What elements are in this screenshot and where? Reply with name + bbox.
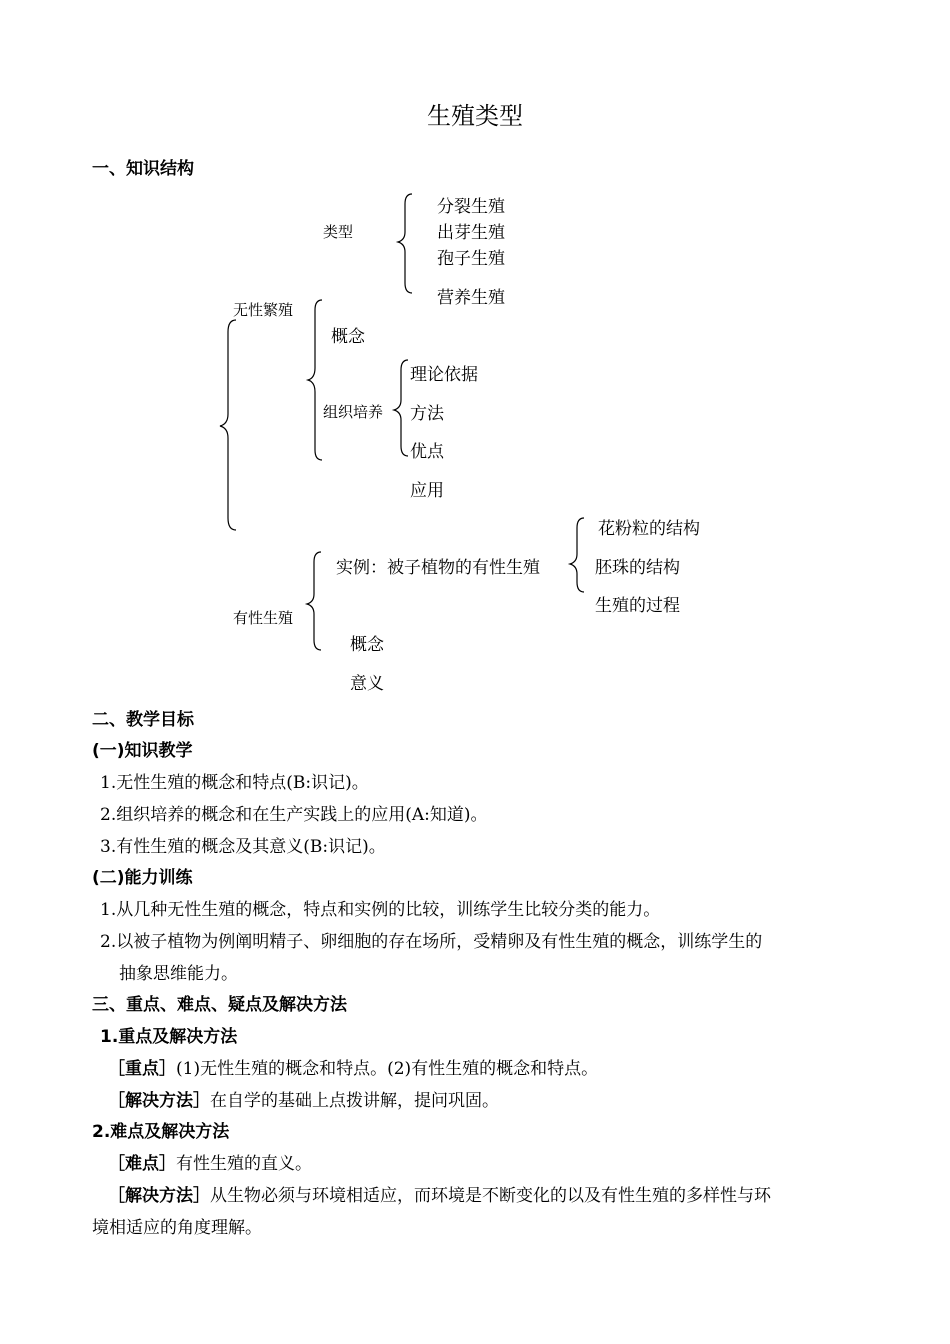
section-3-heading: 三、重点、难点、疑点及解决方法 [92, 995, 347, 1015]
difficulty-text: 有性生殖的直义。 [176, 1154, 312, 1174]
knowledge-item: 2.组织培养的概念和在生产实践上的应用(A:知道)。 [100, 805, 488, 825]
solution2-cont: 境相适应的角度理解。 [92, 1218, 262, 1238]
ability-item: 2.以被子植物为例阐明精子、卵细胞的存在场所，受精卵及有性生殖的概念，训练学生的 [100, 932, 763, 952]
difficulty-tag: ［难点］ [108, 1154, 176, 1174]
key-tag: ［重点］ [108, 1059, 176, 1079]
section-1-heading: 一、知识结构 [92, 159, 194, 179]
tree-tissue-label: 组织培养 [323, 403, 384, 421]
tree-concept: 概念 [331, 327, 365, 347]
solution2-line [108, 1181, 771, 1206]
keypoint-line [108, 1054, 598, 1079]
brace-example [570, 518, 584, 592]
tree-type-item: 营养生殖 [437, 288, 505, 308]
page-title: 生殖类型 [427, 102, 523, 130]
subsection-ability: (二)能力训练 [92, 868, 193, 888]
brace-sexual [307, 552, 321, 650]
tree-sexual-meaning: 意义 [350, 674, 384, 694]
section-2-heading: 二、教学目标 [92, 710, 194, 730]
solution2-text: 从生物必须与环境相适应，而环境是不断变化的以及有性生殖的多样性与环 [210, 1186, 771, 1206]
tree-asexual-label: 无性繁殖 [233, 301, 294, 319]
tree-tissue-item: 优点 [410, 442, 444, 462]
ability-item: 1.从几种无性生殖的概念，特点和实例的比较，训练学生比较分类的能力。 [100, 900, 661, 920]
tree-type-label: 类型 [323, 223, 354, 241]
brace-asexual [308, 300, 322, 460]
difficulty-line [108, 1149, 312, 1174]
difficulty-heading: 2.难点及解决方法 [92, 1122, 230, 1142]
knowledge-item: 3.有性生殖的概念及其意义(B:识记)。 [100, 837, 386, 857]
key-text: (1)无性生殖的概念和特点。(2)有性生殖的概念和特点。 [176, 1059, 599, 1079]
tree-application: 应用 [410, 481, 444, 501]
tree-example-item: 花粉粒的结构 [598, 519, 700, 539]
tree-sexual-concept: 概念 [350, 635, 384, 655]
tree-type-item: 分裂生殖 [437, 197, 505, 217]
tree-example-item: 胚珠的结构 [595, 558, 680, 578]
tree-tissue-item: 方法 [410, 404, 444, 424]
tree-example-item: 生殖的过程 [595, 596, 680, 616]
solution-tag: ［解决方法］ [108, 1091, 210, 1111]
tree-sexual-label: 有性生殖 [233, 609, 294, 627]
knowledge-item: 1.无性生殖的概念和特点(B:识记)。 [100, 773, 369, 793]
tree-type-item: 出芽生殖 [437, 223, 505, 243]
brace-tissue [394, 360, 408, 456]
tree-type-item: 孢子生殖 [437, 249, 505, 269]
brace-main [220, 320, 236, 530]
tree-tissue-item: 理论依据 [410, 365, 478, 385]
tree-example-label: 实例：被子植物的有性生殖 [336, 558, 540, 578]
solution-text: 在自学的基础上点拨讲解，提问巩固。 [210, 1091, 499, 1111]
ability-item-cont: 抽象思维能力。 [119, 964, 238, 984]
solution-line [108, 1086, 499, 1111]
keypoint-heading: 1.重点及解决方法 [100, 1027, 238, 1047]
solution2-tag: ［解决方法］ [108, 1186, 210, 1206]
subsection-knowledge: (一)知识教学 [92, 741, 193, 761]
brace-types [398, 194, 412, 293]
